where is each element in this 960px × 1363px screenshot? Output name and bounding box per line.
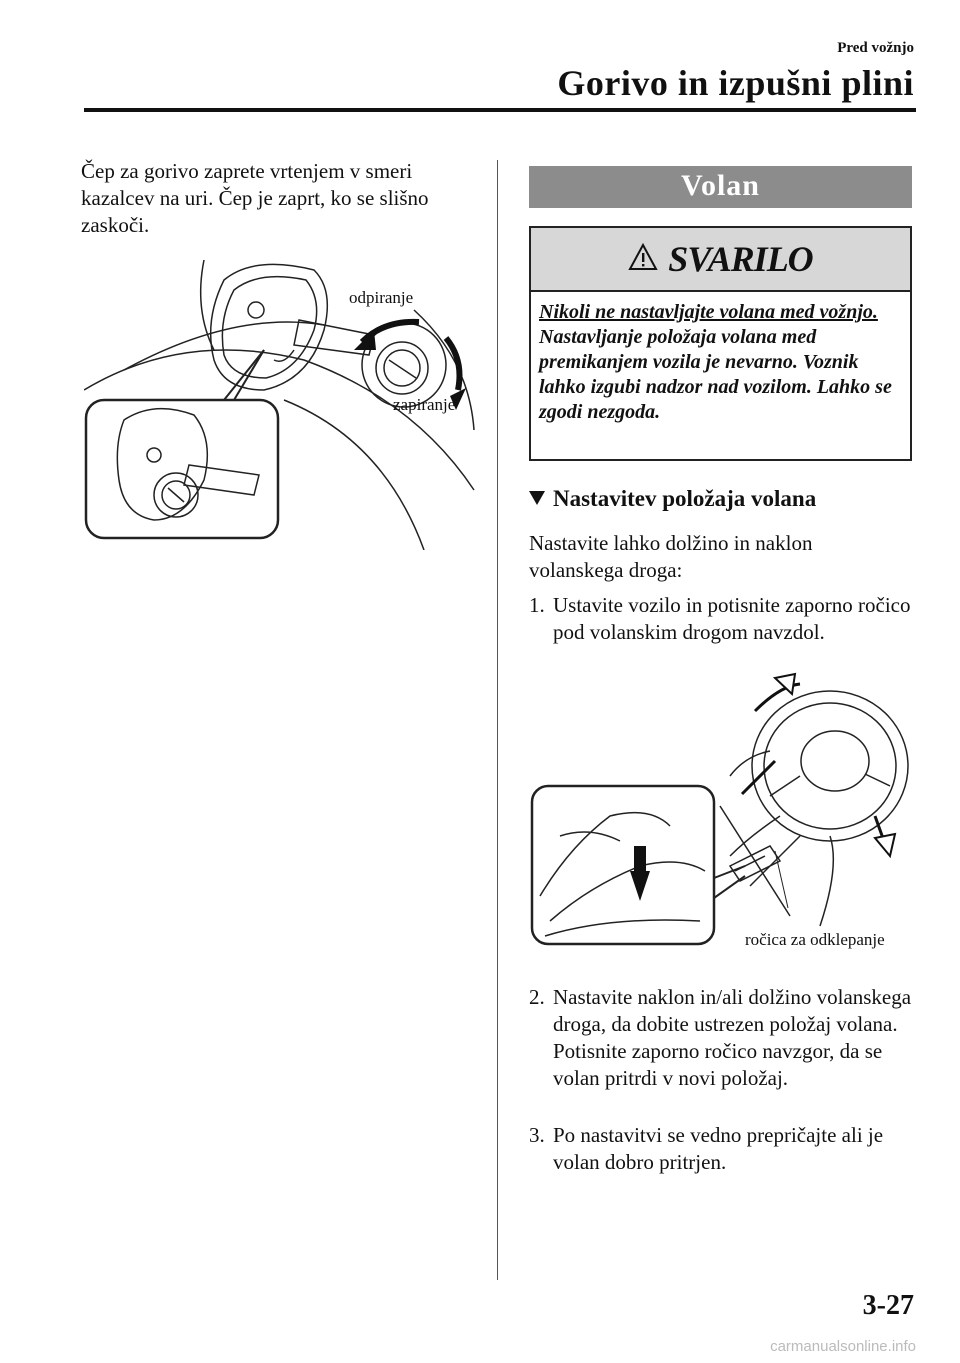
step-3 bbox=[529, 1122, 919, 1176]
step-number: 1. bbox=[529, 593, 545, 617]
warning-box bbox=[529, 226, 912, 461]
running-header-title: Gorivo in izpušni plini bbox=[557, 63, 914, 103]
steering-wheel-illustration bbox=[530, 666, 915, 951]
section-title-volan: Volan bbox=[529, 166, 912, 208]
label-zapiranje: zapiranje bbox=[393, 395, 456, 414]
warning-label: SVARILO bbox=[668, 239, 813, 279]
label-odpiranje: odpiranje bbox=[349, 288, 414, 307]
step-1 bbox=[529, 592, 919, 646]
intro-paragraph: Nastavite lahko dolžino in naklon volanskega droga: bbox=[529, 531, 813, 582]
column-divider bbox=[497, 160, 498, 1280]
step-2 bbox=[529, 984, 919, 1092]
warning-triangle-icon bbox=[628, 243, 658, 276]
page-number: 3-27 bbox=[862, 1290, 914, 1321]
subsection-title: Nastavitev položaja volana bbox=[553, 486, 817, 511]
subsection-heading bbox=[529, 486, 816, 512]
header-rule bbox=[84, 108, 916, 112]
warning-body: Nastavljanje položaja volana med premikanjem vozila je nevarno. Voznik lahko izgubi nadzor nad vozilom. Lahko se zgodi nezgoda. bbox=[539, 326, 892, 423]
label-rocica-za-odklepanje: ročica za odklepanje bbox=[745, 930, 885, 949]
watermark: carmanualsonline.info bbox=[770, 1338, 916, 1355]
running-header-section: Pred vožnjo bbox=[837, 40, 914, 56]
warning-text bbox=[539, 300, 909, 425]
steering-wheel-drawing bbox=[530, 666, 915, 951]
step-number: 3. bbox=[529, 1123, 545, 1147]
triangle-bullet-icon bbox=[529, 491, 545, 505]
step-text: Po nastavitvi se vedno prepričajte ali je volan dobro pritrjen. bbox=[553, 1123, 884, 1174]
step-text: Nastavite naklon in/ali dolžino volanskega droga, da dobite ustrezen položaj volana. Potisnite zaporno ročico navzgor, da se volan pritrdi v novi položaj. bbox=[553, 985, 912, 1090]
fuel-cap-paragraph: Čep za gorivo zaprete vrtenjem v smeri kazalcev na uri. Čep je zaprt, ko se slišno zaskoči. bbox=[81, 159, 429, 237]
step-number: 2. bbox=[529, 985, 545, 1009]
warning-underlined: Nikoli ne nastavljajte volana med vožnjo. bbox=[539, 301, 878, 323]
step-text: Ustavite vozilo in potisnite zaporno ročico pod volanskim drogom navzdol. bbox=[553, 593, 911, 644]
warning-header bbox=[531, 228, 910, 292]
